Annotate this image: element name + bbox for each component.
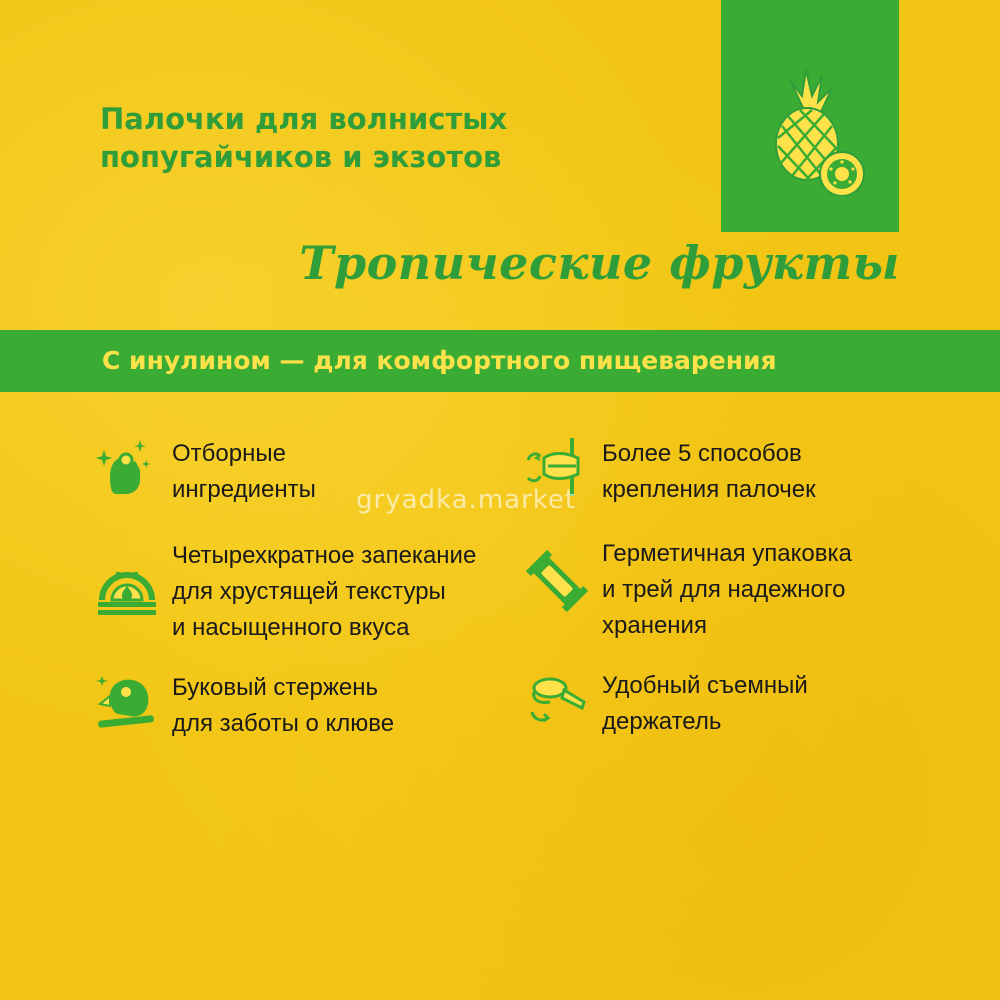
fruit-badge [721,0,899,232]
headline [100,100,660,176]
feature-line: Герметичная упаковка [602,540,852,567]
feature-line: Буковый стержень [172,674,378,701]
inulin-banner [0,330,1000,392]
flavor-title: Тропические фрукты [299,236,900,290]
feature-text [602,436,932,508]
headline-line-1: Палочки для волнистых [100,102,508,136]
feature-line: Четырехкратное запекание [172,542,477,569]
feature-text [172,670,502,742]
feature-line: и насыщенного вкуса [172,614,410,641]
hand-sparkle-icon [96,436,158,498]
feature-line: Удобный съемный [602,672,808,699]
feature-line: Отборные [172,440,286,467]
feature-line: для хрустящей текстуры [172,578,446,605]
feature-text [602,668,932,740]
banner-text: С инулином — для комфортного пищеварения [102,346,777,375]
oven-fire-icon [96,558,158,620]
feature-line: Более 5 способов [602,440,802,467]
watermark: gryadka.market [356,485,577,515]
feature-line: для заботы о клюве [172,710,395,737]
feature-line: крепления палочек [602,476,816,503]
pineapple-kiwi-icon [760,66,870,196]
feature-line: держатель [602,708,722,735]
removable-holder-icon [526,668,588,730]
feature-line: ингредиенты [172,476,316,503]
feature-line: хранения [602,612,707,639]
feature-text [172,538,502,646]
feature-line: и трей для надежного [602,576,846,603]
parrot-stick-icon [96,670,158,732]
headline-line-2: попугайчиков и экзотов [100,140,502,174]
sealed-pack-icon [526,550,588,612]
feature-text [602,536,932,644]
